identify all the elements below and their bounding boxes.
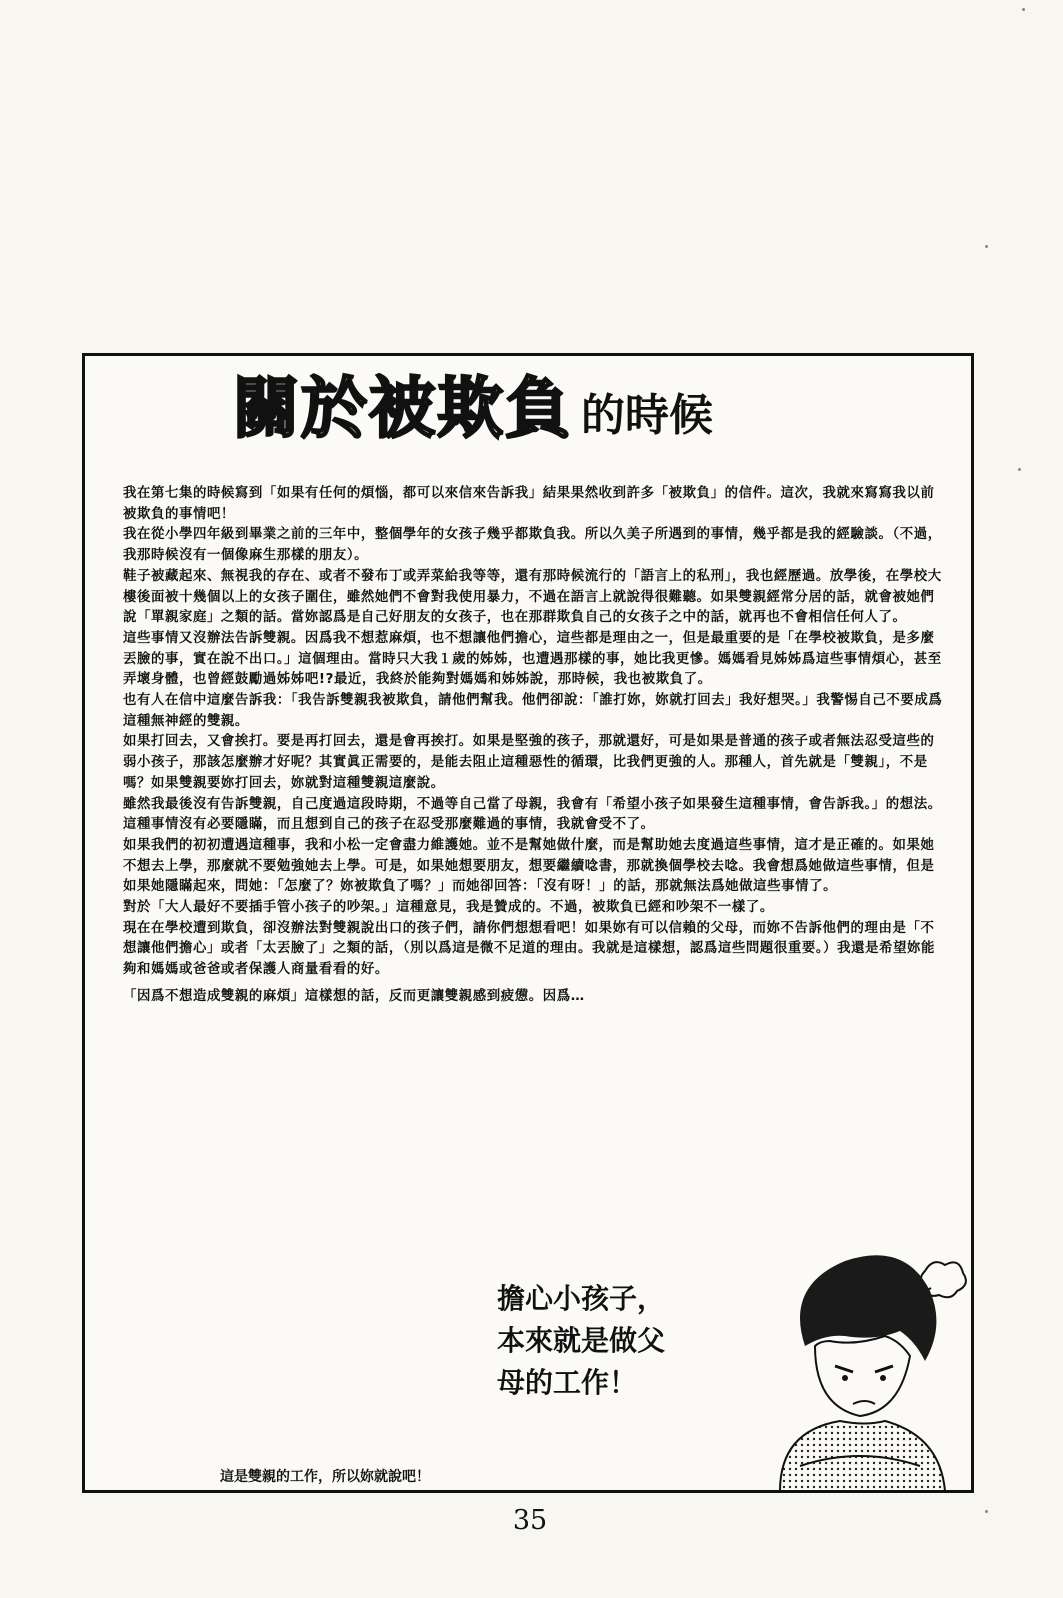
scan-speck	[985, 1510, 988, 1513]
eye-right	[880, 1375, 886, 1381]
scan-speck	[1018, 468, 1021, 471]
caption: 這是雙親的工作，所以妳就說吧！	[220, 1469, 430, 1485]
essay-title	[233, 370, 713, 447]
paragraph: 雖然我最後沒有告訴雙親，自己度過這段時期，不過等自己當了母親，我會有「希望小孩子如果發生這種事情，會告訴我。」的想法。這種事情沒有必要隱瞞，而且想到自己的孩子在忍受那麼難過的事情，我就會受不了。	[123, 796, 942, 833]
speech-line: 擔心小孩子，	[497, 1282, 666, 1315]
title-outlined: 關於被欺負	[233, 370, 573, 447]
scan-speck	[985, 245, 988, 248]
paragraph: 鞋子被藏起來、無視我的存在、或者不發布丁或弄菜給我等等，還有那時候流行的「語言上的私刑」，我也經歷過。放學後，在學校大樓後面被十幾個以上的女孩子圍住，雖然她們不會對我使用暴力，不過在語言上就說得很難聽。如果雙親經常分居的話，就會被她們說「單親家庭」之類的話。當妳認爲是自己好朋友的女孩子，也在那群欺負自己的女孩子之中的話，就再也不會相信任何人了。	[123, 568, 942, 626]
paragraph: 如果我們的初初遭遇這種事，我和小松一定會盡力維護她。並不是幫她做什麼，而是幫助她去度過這些事情，這才是正確的。如果她不想去上學，那麼就不要勉強她去上學。可是，如果她想要朋友，想要繼續唸書，那就換個學校去唸。我會想爲她做這些事情，但是如果她隱瞞起來，問她：「怎麼了？妳被欺負了嗎？」而她卻回答：「沒有呀！」的話，那就無法爲她做這些事情了。	[123, 837, 935, 895]
face	[815, 1336, 910, 1416]
paragraph: 「因爲不想造成雙親的麻煩」這樣想的話，反而更讓雙親感到疲憊。因爲…	[123, 988, 585, 1004]
paragraph: 我在從小學四年級到畢業之前的三年中，整個學年的女孩子幾乎都欺負我。所以久美子所遇到的事情，幾乎都是我的經驗談。（不過，我那時候沒有一個像麻生那樣的朋友）。	[123, 527, 942, 564]
page-number: 35	[512, 1505, 548, 1536]
paragraph: 也有人在信中這麼告訴我：「我告訴雙親我被欺負，請他們幫我。他們卻說：「誰打妳，妳就打回去」我好想哭。」我警惕自己不要成爲這種無神經的雙親。	[123, 693, 943, 729]
paragraph: 這些事情又沒辦法告訴雙親。因爲我不想惹麻煩，也不想讓他們擔心，這些都是理由之一，但是最重要的是「在學校被欺負，是多麼丟臉的事，實在說不出口。」這個理由。當時只大我１歲的姊姊，也遭遇那樣的事，她比我更慘。媽媽看見姊姊爲這些事情煩心，甚至弄壞身體，也曾經鼓勵過姊姊吧!?最近，我終於能夠對媽媽和姊姊說，那時候，我也被欺負了。	[123, 630, 942, 688]
character-illustration	[685, 1226, 970, 1491]
scan-speck	[1022, 8, 1025, 11]
paragraph: 我在第七集的時候寫到「如果有任何的煩惱，都可以來信來告訴我」結果果然收到許多「被欺負」的信件。這次，我就來寫寫我以前被欺負的事情吧！	[123, 486, 935, 522]
essay-body	[123, 484, 945, 1008]
title-solid: 的時候	[581, 389, 713, 441]
eye-left	[842, 1375, 848, 1381]
essay-frame	[82, 353, 974, 1493]
paragraph: 如果打回去，又會挨打。要是再打回去，還是會再挨打。如果是堅強的孩子，那就還好，可是如果是普通的孩子或者無法忍受這些的弱小孩子，那該怎麼辦才好呢？其實眞正需要的，是能去阻止這種惡性的循環，比我們更強的人。那種人，首先就是「雙親」，不是嗎？如果雙親要妳打回去，妳就對這種雙親這麼說。	[123, 734, 935, 791]
speech-line: 母的工作！	[497, 1366, 638, 1399]
paragraph: 現在在學校遭到欺負，卻沒辦法對雙親說出口的孩子們，請你們想想看吧！如果妳有可以信賴的父母，而妳不告訴他們的理由是「不想讓他們擔心」或者「太丟臉了」之類的話，（別以爲這是微不足道的理由。我就是這樣想，認爲這些問題很重要。）我還是希望妳能夠和媽媽或爸爸或者保護人商量看看的好。	[123, 920, 936, 978]
speech-text	[497, 1278, 717, 1404]
speech-line: 本來就是做父	[497, 1324, 666, 1357]
paragraph: 對於「大人最好不要插手管小孩子的吵架。」這種意見，我是贊成的。不過，被欺負已經和吵架不一樣了。	[123, 900, 774, 916]
